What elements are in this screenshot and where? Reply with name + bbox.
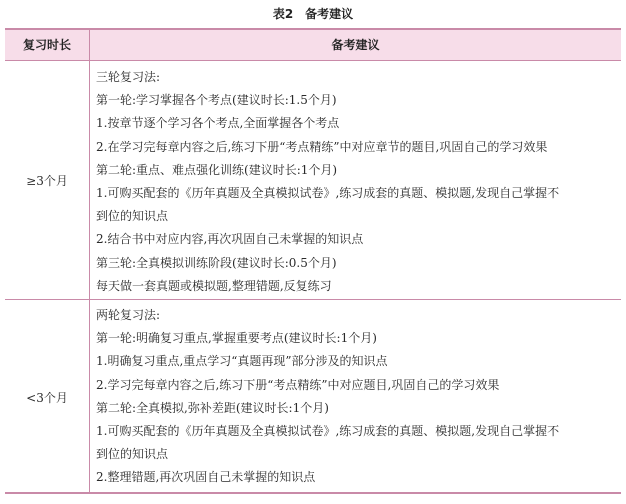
table-row xyxy=(5,300,621,494)
advice-line: 2.结合书中对应内容,再次巩固自己未掌握的知识点 xyxy=(96,232,364,247)
study-advice-table xyxy=(5,28,621,494)
advice-line: 每天做一套真题或模拟题,整理错题,反复练习 xyxy=(96,278,332,293)
table-header-row xyxy=(5,30,621,61)
advice-line: 第二轮:重点、难点强化训练(建议时长:1个月) xyxy=(96,162,338,177)
advice-line: 第三轮:全真模拟训练阶段(建议时长:0.5个月) xyxy=(96,255,337,270)
advice-line: 到位的知识点 xyxy=(96,447,169,462)
advice-line: 第二轮:全真模拟,弥补差距(建议时长:1个月) xyxy=(96,400,329,415)
advice-line: 三轮复习法: xyxy=(96,70,161,84)
advice-line: 2.整理错题,再次巩固自己未掌握的知识点 xyxy=(96,470,316,485)
header-advice: 备考建议 xyxy=(331,38,380,52)
advice-line: 第一轮:学习掌握各个考点(建议时长:1.5个月) xyxy=(96,93,337,108)
advice-cell xyxy=(96,66,616,298)
duration-cell: ≥3个月 xyxy=(5,61,90,299)
advice-line: 1.明确复习重点,重点学习“真题再现”部分涉及的知识点 xyxy=(96,354,388,369)
table-caption: 表2 备考建议 xyxy=(272,7,354,21)
table-row xyxy=(5,61,621,300)
advice-line: 到位的知识点 xyxy=(96,209,169,224)
advice-line: 2.学习完每章内容之后,练习下册“考点精练”中对应题目,巩固自己的学习效果 xyxy=(96,377,500,392)
header-duration: 复习时长 xyxy=(5,30,90,60)
advice-line: 1.按章节逐个学习各个考点,全面掌握各个考点 xyxy=(96,116,340,131)
advice-line: 1.可购买配套的《历年真题及全真模拟试卷》,练习成套的真题、模拟题,发现自己掌握不 xyxy=(96,186,560,201)
advice-line: 两轮复习法: xyxy=(96,308,161,322)
advice-line: 1.可购买配套的《历年真题及全真模拟试卷》,练习成套的真题、模拟题,发现自己掌握不 xyxy=(96,424,560,439)
duration-cell: <3个月 xyxy=(5,300,90,494)
advice-line: 2.在学习完每章内容之后,练习下册“考点精练”中对应章节的题目,巩固自己的学习效果 xyxy=(96,139,548,154)
advice-line: 第一轮:明确复习重点,掌握重要考点(建议时长:1个月) xyxy=(96,331,377,346)
advice-cell xyxy=(96,304,616,490)
